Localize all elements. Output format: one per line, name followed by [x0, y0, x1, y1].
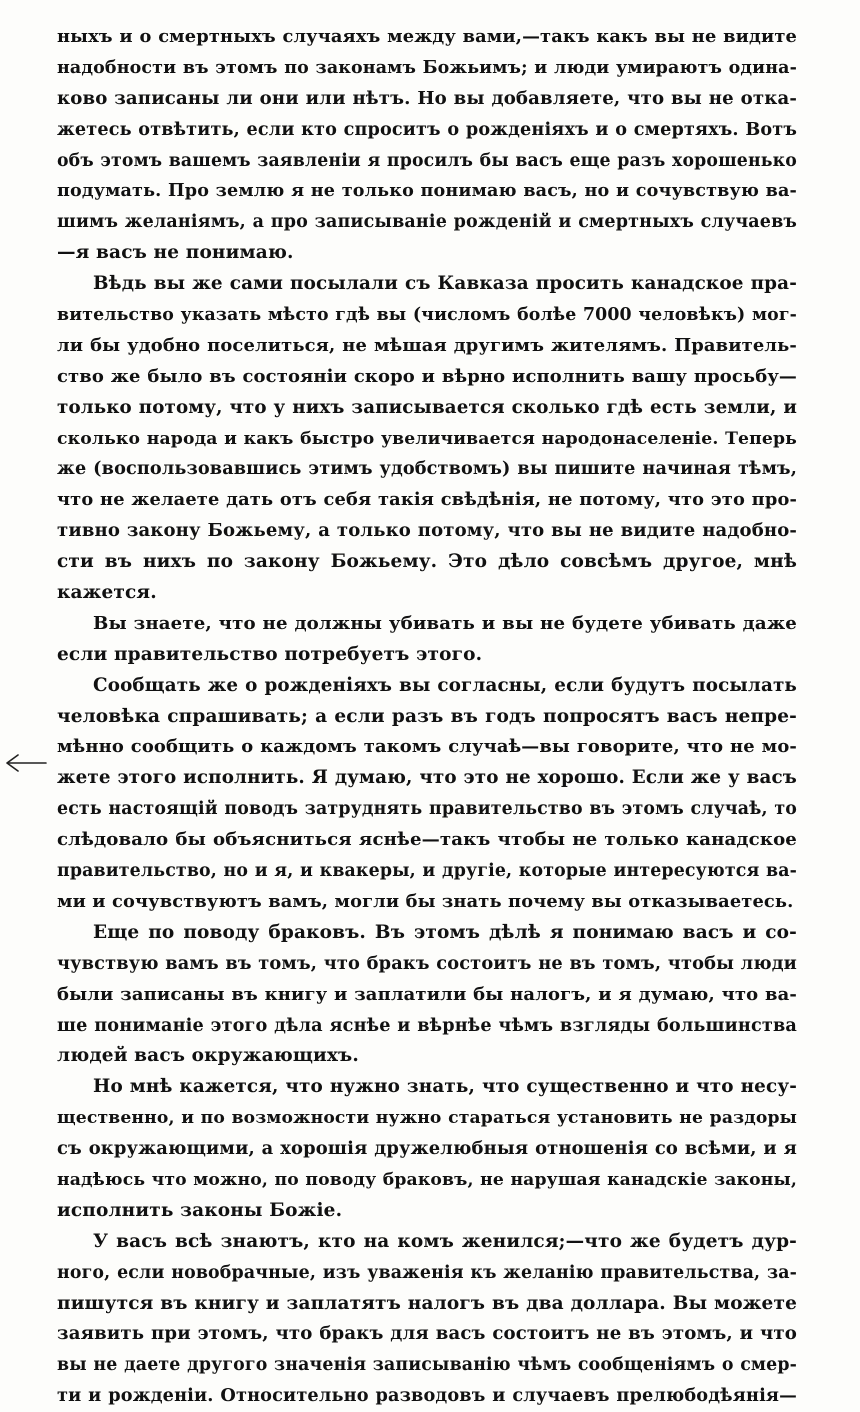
paragraph-6: [57, 1072, 797, 1226]
text-line: надобности въ этомъ по законамъ Божьимъ; и люди умираютъ одина-: [57, 57, 797, 78]
paragraph-2: [57, 269, 797, 609]
text-line: ного, если новобрачные, изъ уваженія къ желанію правительства, за-: [57, 1262, 797, 1283]
text-line: ше пониманіе этого дѣла яснѣе и вѣрнѣе чѣмъ взгляды большинства: [57, 1014, 797, 1036]
text-line: ство же было въ состояніи скоро и вѣрно исполнить вашу просьбу—: [57, 365, 797, 387]
text-line: ково записаны ли они или нѣтъ. Но вы добавляете, что вы не отка-: [57, 87, 797, 109]
text-line: Вѣдь вы же сами посылали съ Кавказа просить канадское пра-: [93, 273, 797, 295]
text-line: подумать. Про землю я не только понимаю васъ, но и сочувствую ва-: [57, 181, 797, 202]
text-line: щественно, и по возможности нужно стараться установить не раздоры: [57, 1108, 797, 1129]
text-line: сти въ нихъ по закону Божьему. Это дѣло совсѣмъ другое, мнѣ: [57, 551, 797, 573]
paragraph-5: [57, 918, 797, 1072]
text-line: объ этомъ вашемъ заявленіи я просилъ бы васъ еще разъ хорошенько: [57, 150, 797, 171]
text-line: шимъ желаніямъ, а про записываніе рожденій и смертныхъ случаевъ: [57, 212, 797, 233]
text-line: Но мнѣ кажется, что нужно знать, что существенно и что несу-: [93, 1076, 797, 1098]
text-line: же (воспользовавшись этимъ удобствомъ) вы пишите начиная тѣмъ,: [57, 458, 797, 480]
text-line: ныхъ и о смертныхъ случаяхъ между вами,—такъ какъ вы не видите: [57, 26, 797, 47]
text-line: людей васъ окружающихъ.: [57, 1045, 359, 1067]
text-line: только потому, что у нихъ записывается сколько гдѣ есть земли, и: [57, 396, 797, 418]
margin-arrow-icon: [4, 752, 48, 774]
text-line: ли бы удобно поселиться, не мѣшая другимъ жителямъ. Правитель-: [57, 334, 797, 356]
text-line: что не желаете дать отъ себя такія свѣдѣнія, не потому, что это про-: [57, 489, 797, 511]
text-line: сколько народа и какъ быстро увеличивается народонаселеніе. Теперь: [57, 428, 797, 449]
text-line: пишутся въ книгу и заплатятъ налогъ въ два доллара. Вы можете: [57, 1292, 797, 1314]
text-line: вы не даете другого значенія записыванію чѣмъ сообщеніямъ о смер-: [57, 1355, 797, 1376]
paragraph-4: [57, 671, 797, 918]
document-page: [57, 22, 797, 1412]
text-line: съ окружающими, а хорошія дружелюбныя отношенія со всѣми, и я: [57, 1138, 797, 1160]
text-line: чувствую вамъ въ томъ, что бракъ состоитъ не въ томъ, чтобы люди: [57, 952, 797, 974]
text-line: вительство указать мѣсто гдѣ вы (числомъ болѣе 7000 человѣкъ) мог-: [57, 305, 797, 326]
text-line: если правительство потребуетъ этого.: [57, 643, 483, 665]
text-line: человѣка спрашивать; а если разъ въ годъ попросятъ васъ непре-: [57, 705, 797, 727]
paragraph-7: [57, 1227, 797, 1412]
text-line: жетесь отвѣтить, если кто спроситъ о рожденіяхъ и о смертяхъ. Вотъ: [57, 118, 797, 140]
text-line: кажется.: [57, 582, 157, 604]
text-line: Сообщать же о рожденіяхъ вы согласны, если будутъ посылать: [93, 674, 797, 696]
text-line: Вы знаете, что не должны убивать и вы не будете убивать даже: [93, 612, 797, 634]
paragraph-3: [57, 609, 797, 671]
text-line: надѣюсь что можно, по поводу браковъ, не нарушая канадскіе законы,: [57, 1169, 797, 1190]
text-line: Еще по поводу браковъ. Въ этомъ дѣлѣ я понимаю васъ и со-: [93, 921, 797, 943]
text-line: заявить при этомъ, что бракъ для васъ состоитъ не въ этомъ, и что: [57, 1323, 797, 1345]
text-line: были записаны въ книгу и заплатили бы налогъ, и я думаю, что ва-: [57, 983, 797, 1005]
text-line: У васъ всѣ знаютъ, кто на комъ женился;—что же будетъ дур-: [93, 1230, 797, 1252]
text-line: слѣдовало бы объясниться яснѣе—такъ чтобы не только канадское: [57, 829, 797, 851]
text-line: ми и сочувствуютъ вамъ, могли бы знать почему вы отказываетесь.: [57, 890, 794, 912]
text-line: жете этого исполнить. Я думаю, что это не хорошо. Если же у васъ: [57, 767, 797, 789]
text-line: исполнить законы Божіе.: [57, 1199, 343, 1221]
text-line: есть настоящій поводъ затруднять правительство въ этомъ случаѣ, то: [57, 799, 797, 820]
text-line: —я васъ не понимаю.: [57, 242, 294, 264]
paragraph-1: [57, 22, 797, 269]
text-line: тивно закону Божьему, а только потому, что вы не видите надобно-: [57, 520, 797, 542]
text-line: ти и рожденіи. Относительно разводовъ и случаевъ прелюбодѣянія—: [57, 1385, 797, 1407]
text-line: правительство, но и я, и квакеры, и другіе, которые интересуются ва-: [57, 861, 797, 882]
text-line: мѣнно сообщить о каждомъ такомъ случаѣ—вы говорите, что не мо-: [57, 736, 797, 758]
